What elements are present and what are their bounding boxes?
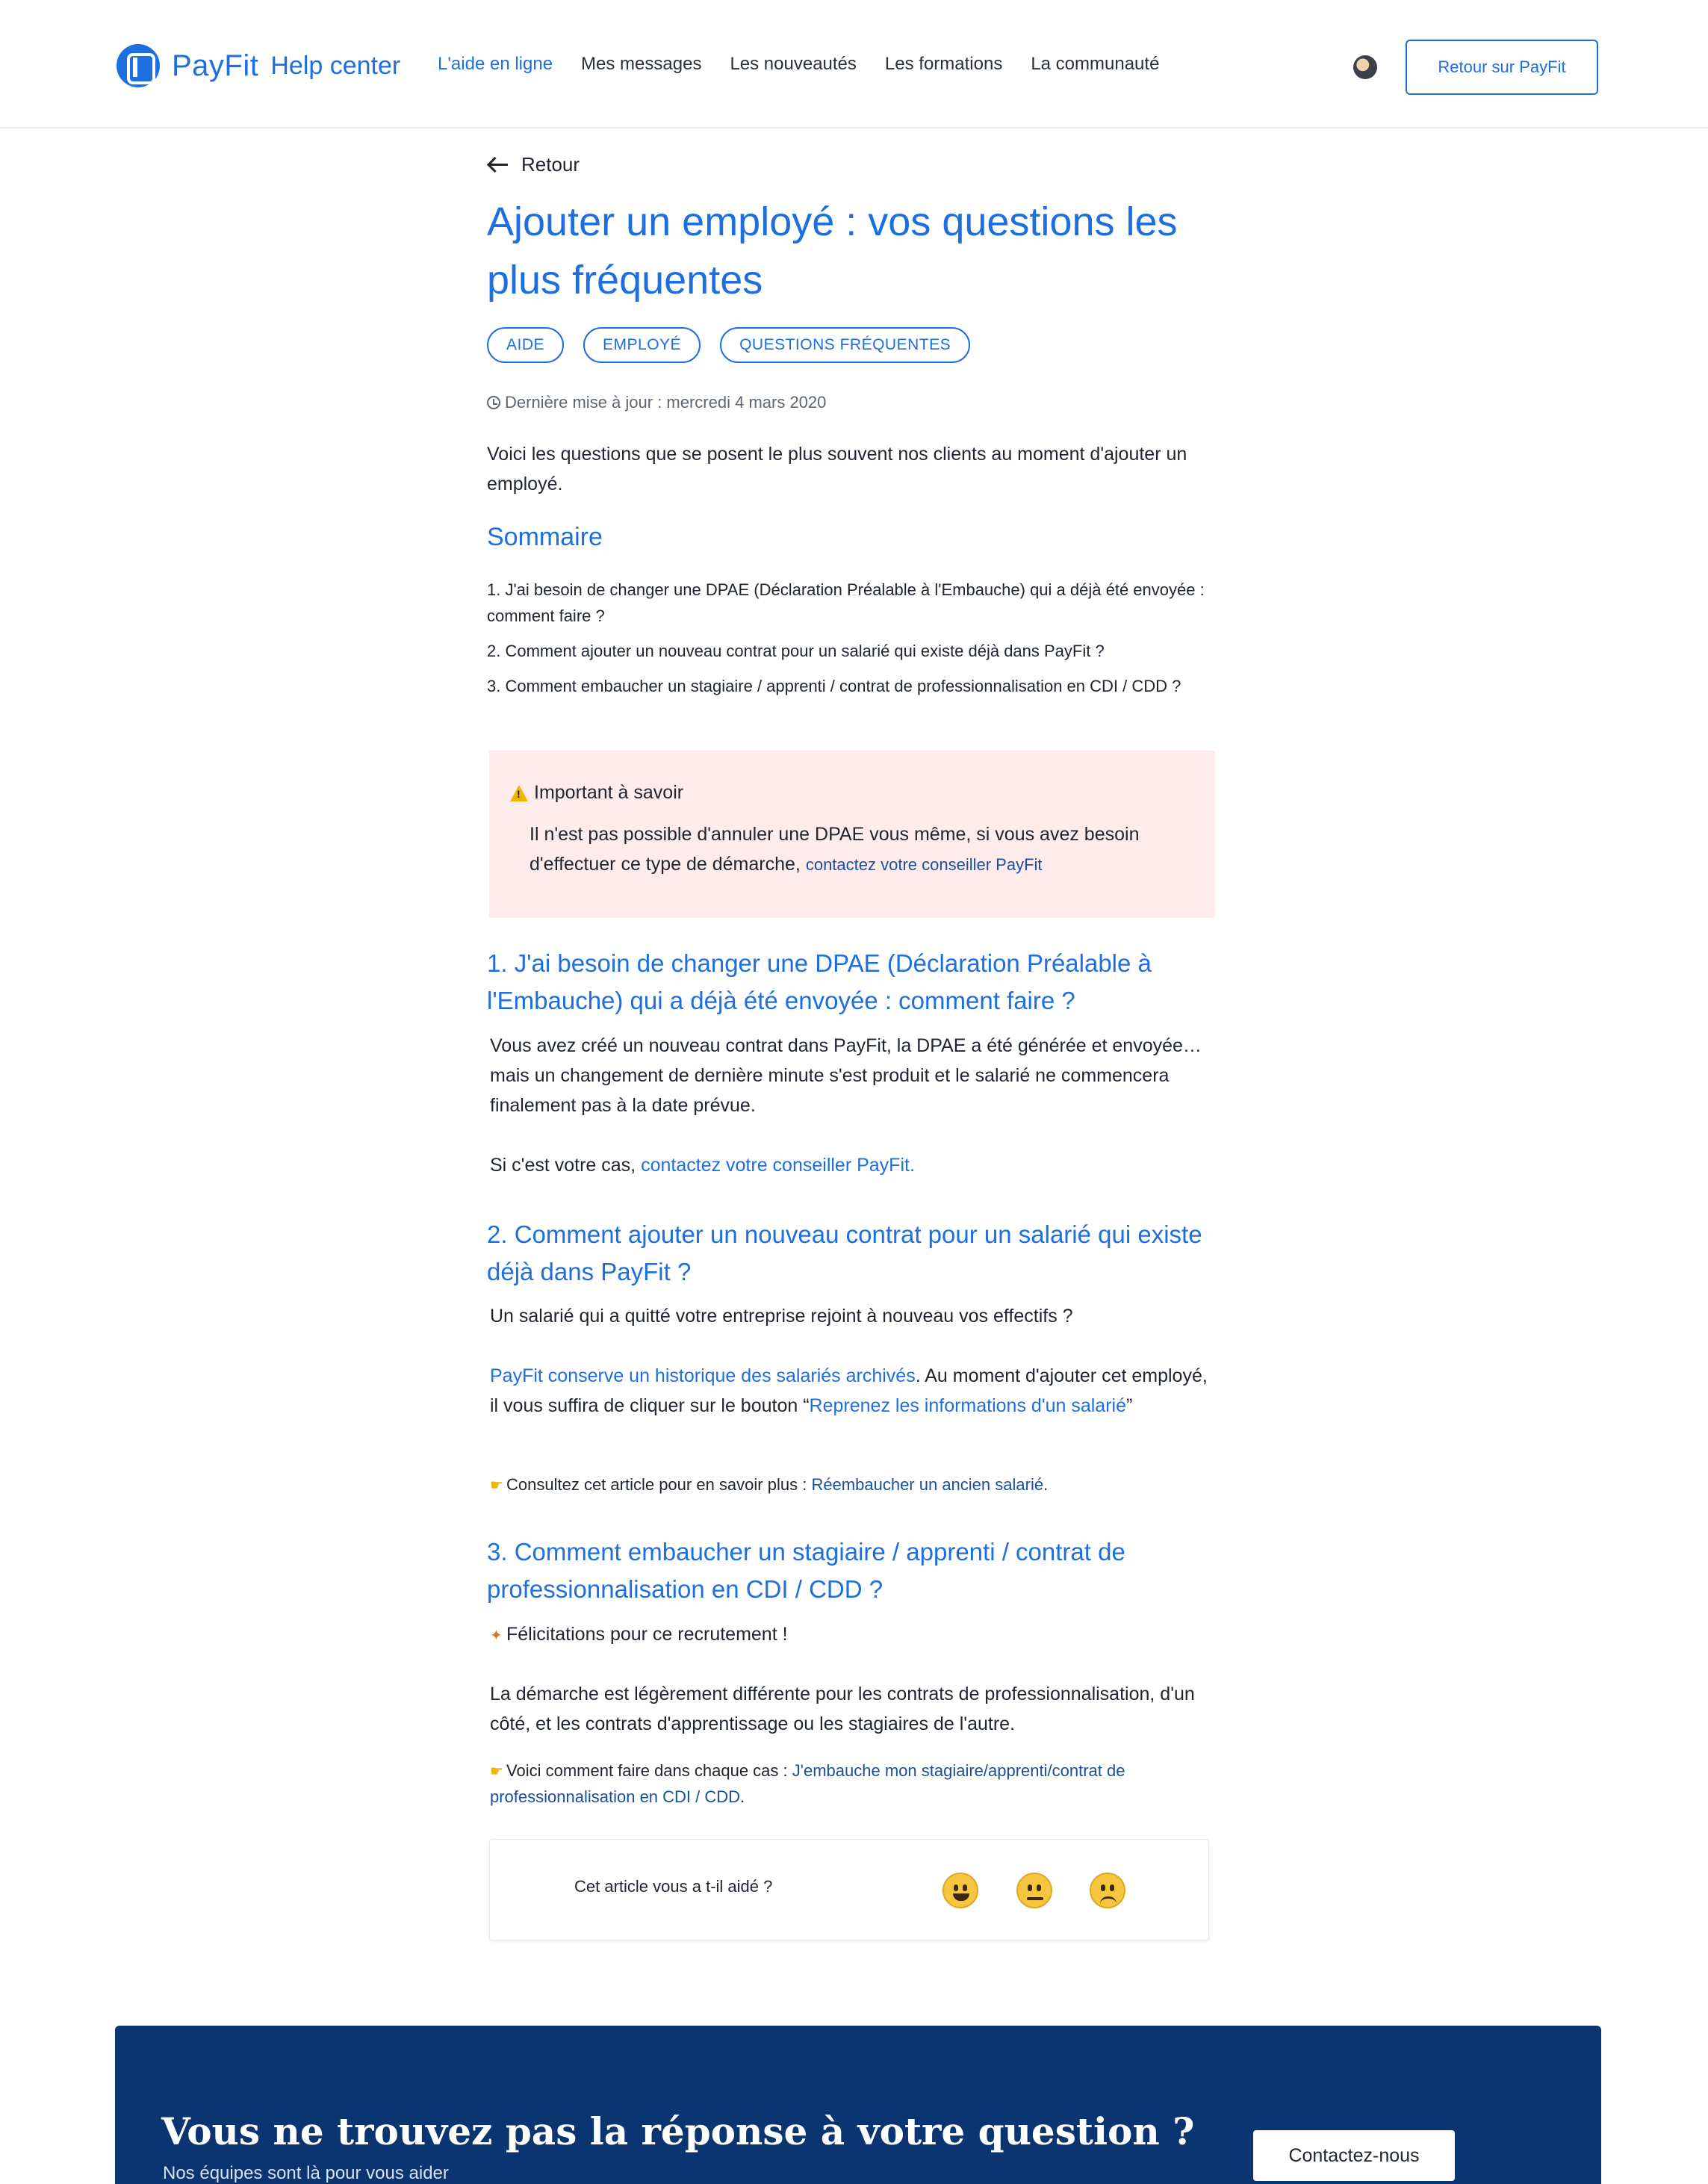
sad-face-icon[interactable] — [1090, 1873, 1125, 1908]
summary-item[interactable]: 3. Comment embaucher un stagiaire / apprenti / contrat de professionnalisation en CDI / CDD ? — [487, 677, 1181, 695]
section-3-see-also — [490, 1758, 1216, 1810]
section-1-contact-text: Si c'est votre cas, — [490, 1155, 636, 1176]
reuse-employee-info-link[interactable]: Reprenez les informations d'un salarié — [809, 1395, 1126, 1416]
section-2-quote-end: ” — [1126, 1395, 1133, 1416]
nav-nouveautes[interactable]: Les nouveautés — [730, 54, 857, 74]
callout-body — [530, 819, 1187, 880]
important-callout — [489, 751, 1215, 918]
tag-questions-frequentes[interactable]: QUESTIONS FRÉQUENTES — [720, 327, 970, 363]
tag-aide[interactable]: AIDE — [487, 327, 564, 363]
section-3-paragraph-1 — [490, 1619, 1219, 1651]
section-3-see-also-text: Voici comment faire dans chaque cas : — [506, 1761, 788, 1780]
section-1-contact-link[interactable]: contactez votre conseiller PayFit. — [641, 1155, 915, 1176]
user-avatar[interactable] — [1353, 55, 1377, 79]
section-2-paragraph-2-text: . Au moment d'ajouter cet employé, il vous suffira de cliquer sur le bouton “ — [490, 1365, 1208, 1416]
archived-employees-link[interactable]: PayFit conserve un historique des salariés archivés — [490, 1365, 916, 1386]
callout-title-text: Important à savoir — [534, 782, 684, 803]
section-2-paragraph-1: Un salarié qui a quitté votre entreprise rejoint à nouveau vos effectifs ? — [490, 1306, 1073, 1327]
tag-employe[interactable]: EMPLOYÉ — [583, 327, 701, 363]
section-2-heading: 2. Comment ajouter un nouveau contrat pour un salarié qui existe déjà dans PayFit ? — [487, 1220, 1202, 1285]
summary-item[interactable]: 1. J'ai besoin de changer une DPAE (Déclaration Préalable à l'Embauche) qui a déjà été envoyée : comment faire ? — [487, 580, 1205, 625]
section-2-see-also-end: . — [1043, 1475, 1049, 1494]
section-1-paragraph: Vous avez créé un nouveau contrat dans PayFit, la DPAE a été générée et envoyée… mais un changement de dernière minute s'est produit et le salarié ne commencera finalement pas à la date prévue. — [490, 1035, 1202, 1116]
pointing-hand-icon: ☛ — [490, 1477, 503, 1494]
section-1-heading: 1. J'ai besoin de changer une DPAE (Déclaration Préalable à l'Embauche) qui a déjà été envoyée : comment faire ? — [487, 949, 1152, 1014]
top-header — [0, 0, 1708, 128]
pointing-hand-icon: ☛ — [490, 1763, 503, 1780]
nav-aide-en-ligne[interactable]: L'aide en ligne — [438, 54, 553, 74]
clock-icon — [487, 396, 500, 409]
section-2-see-also-text: Consultez cet article pour en savoir plus : — [506, 1475, 807, 1494]
main-nav — [438, 54, 1159, 75]
payfit-logo-icon — [117, 44, 160, 87]
back-link[interactable] — [487, 149, 1216, 179]
last-updated — [487, 393, 1216, 412]
section-2-paragraph-2 — [490, 1361, 1216, 1421]
rehire-employee-link[interactable]: Réembaucher un ancien salarié — [811, 1475, 1044, 1494]
contact-banner — [115, 2026, 1601, 2184]
callout-title — [510, 782, 683, 804]
nav-formations[interactable]: Les formations — [884, 54, 1003, 74]
callout-contact-link[interactable]: contactez votre conseiller PayFit — [805, 855, 1043, 874]
arrow-left-icon — [487, 156, 509, 173]
last-updated-text: Dernière mise à jour : mercredi 4 mars 2020 — [505, 393, 827, 412]
back-to-payfit-button[interactable]: Retour sur PayFit — [1406, 40, 1598, 95]
section-2-see-also — [490, 1471, 1219, 1499]
section-3-see-also-end: . — [740, 1787, 745, 1806]
hire-intern-apprentice-link[interactable]: J'embauche mon stagiaire/apprenti/contrat de professionnalisation en CDI / CDD — [490, 1761, 1125, 1806]
brand-subtitle: Help center — [270, 51, 401, 80]
summary-list — [487, 577, 1216, 708]
banner-subtitle: Nos équipes sont là pour vous aider — [163, 2163, 449, 2183]
warning-icon — [510, 785, 528, 801]
section-3-heading: 3. Comment embaucher un stagiaire / apprenti / contrat de professionnalisation en CDI / CDD ? — [487, 1538, 1125, 1603]
brand-name: PayFit — [172, 49, 259, 82]
summary-item[interactable]: 2. Comment ajouter un nouveau contrat pour un salarié qui existe déjà dans PayFit ? — [487, 642, 1105, 660]
article-feedback — [489, 1839, 1209, 1941]
section-3-paragraph-1-text: Félicitations pour ce recrutement ! — [506, 1624, 788, 1645]
banner-title: Vous ne trouvez pas la réponse à votre question ? — [161, 2109, 1195, 2153]
party-popper-icon: ✦ — [490, 1628, 503, 1644]
happy-face-icon[interactable] — [942, 1873, 978, 1908]
nav-mes-messages[interactable]: Mes messages — [581, 54, 702, 74]
article-intro: Voici les questions que se posent le plus souvent nos clients au moment d'ajouter un employé. — [487, 444, 1187, 494]
nav-communaute[interactable]: La communauté — [1031, 54, 1160, 74]
neutral-face-icon[interactable] — [1016, 1873, 1052, 1908]
article-title: Ajouter un employé : vos questions les plus fréquentes — [487, 199, 1178, 303]
tag-list — [487, 327, 1216, 363]
section-3-paragraph-2: La démarche est légèrement différente pour les contrats de professionnalisation, d'un côté, et les contrats d'apprentissage ou les stagiaires de l'autre. — [490, 1684, 1195, 1734]
back-link-label: Retour — [521, 152, 580, 176]
contact-us-button[interactable]: Contactez-nous — [1253, 2130, 1455, 2181]
feedback-question: Cet article vous a t-il aidé ? — [574, 1877, 773, 1896]
summary-heading: Sommaire — [487, 523, 603, 551]
payfit-logo[interactable] — [117, 43, 400, 88]
callout-body-text: Il n'est pas possible d'annuler une DPAE vous même, si vous avez besoin d'effectuer ce type de démarche, — [530, 824, 1140, 875]
section-1-contact — [490, 1150, 1219, 1180]
